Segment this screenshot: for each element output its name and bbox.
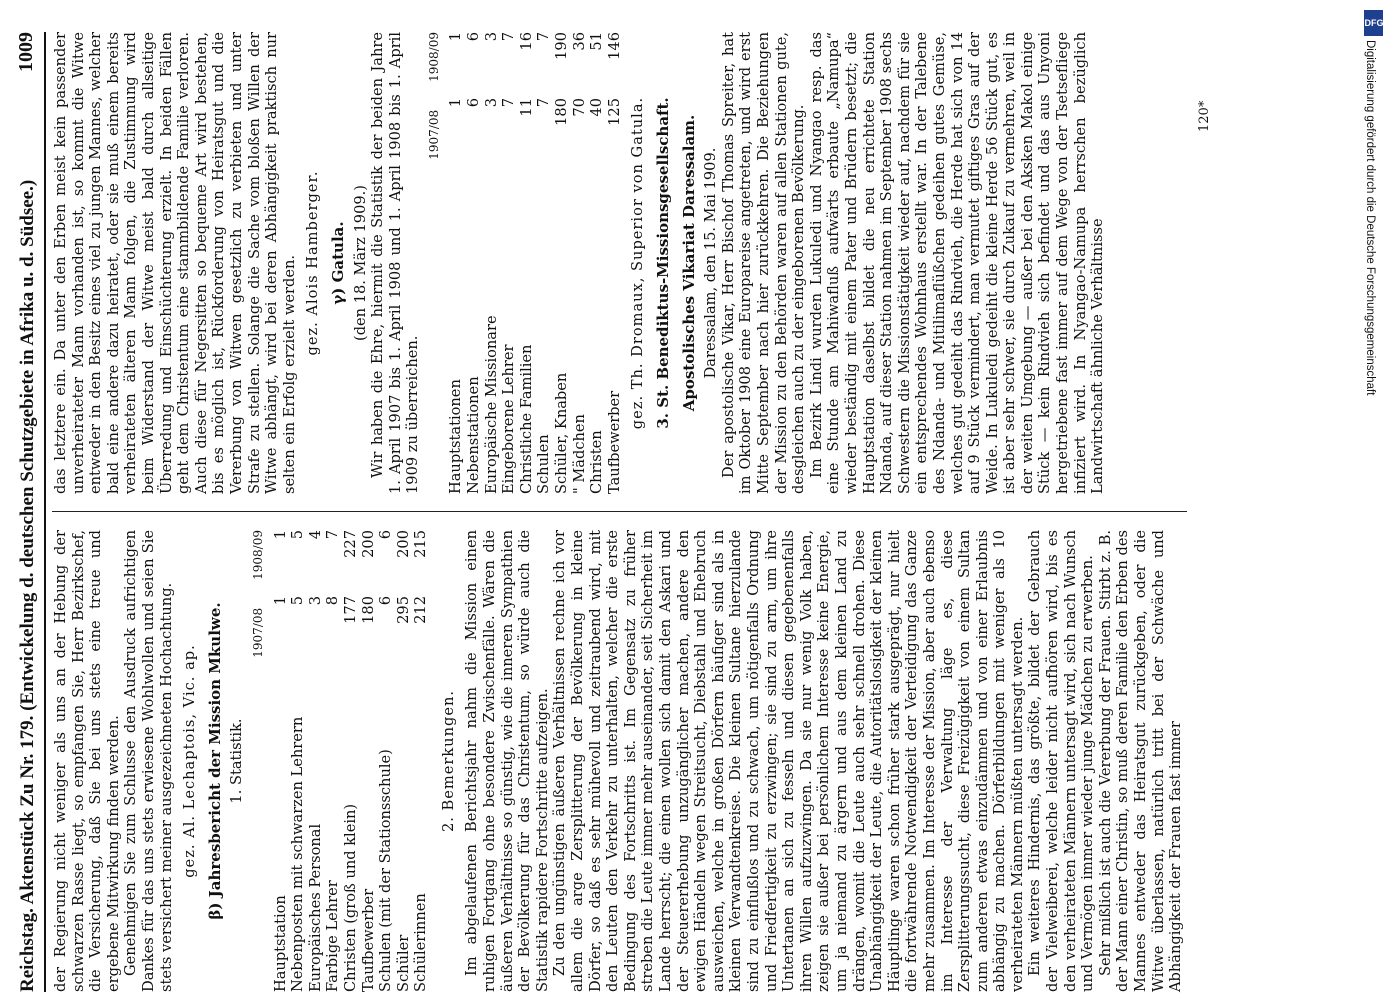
stat-row <box>553 32 571 494</box>
dfg-credit-text: Digitalisierung gefördert durch die Deutsche Forschungsgemeinschaft <box>1364 40 1376 396</box>
stat-row <box>500 32 518 494</box>
stat-value-1907: 11 <box>517 98 535 117</box>
stat-label: Schülerinnen <box>412 893 430 992</box>
document-page <box>15 0 1328 992</box>
stat-value-1907: 6 <box>377 596 395 606</box>
stat-value-1908: 1 <box>271 530 289 540</box>
closing-paragraph: Genehmigen Sie zum Schlusse den Ausdruck aufrichtigen Dankes für das uns stets erwiesene Wohlwollen und seien Sie stets versichert meiner ausgezeichneten Hochachtung. <box>122 530 175 992</box>
dateline: Daressalam, den 15. Mai 1909. <box>702 147 720 379</box>
year-headers <box>250 530 268 992</box>
stat-value-1907: 125 <box>605 98 623 126</box>
stat-value-1907: 5 <box>289 596 307 606</box>
stat-value-1908: 16 <box>517 32 535 51</box>
stat-value-1907: 295 <box>394 596 412 624</box>
stat-label: Christen <box>588 430 606 494</box>
stat-label: Europäische Missionare <box>482 315 500 494</box>
year-col-1: 1907/08 <box>426 109 441 160</box>
right-column <box>52 32 1107 494</box>
stat-label: Europäisches Personal <box>306 823 324 992</box>
running-title: Reichstag. Aktenstück Zu Nr. 179. (Entwickelung d. deutschen Schutzgebiete in Afrika u. d. Südsee.) <box>17 179 38 992</box>
stat-value-1908: 7 <box>535 32 553 42</box>
stat-row <box>465 32 483 494</box>
stat-row <box>272 530 290 992</box>
stat-value-1907: 3 <box>306 596 324 606</box>
remarks-paragraph: Im abgelaufenen Berichtsjahr nahm die Mission einen ruhigen Fortgang ohne besondere Zwischenfälle. Wären die äußeren Verhältnisse so günstig, wie die inneren Sympathien der Bevölkerung für das Christentum, so würde auch die Statistik rapidere Fortschritte aufzeigen. <box>463 530 551 992</box>
stat-label: Hauptstationen <box>447 379 465 494</box>
stat-row <box>535 32 553 494</box>
stat-row <box>395 530 413 992</box>
stat-row <box>324 530 342 992</box>
year-col-2: 1908/09 <box>426 32 441 82</box>
stat-value-1908: 215 <box>412 530 430 558</box>
stat-label: Schulen <box>535 434 553 494</box>
column-divider <box>52 511 1187 512</box>
body-paragraph: Im Bezirk Lindi wurden Lukuledi und Nyangao resp. das eine Stunde am Mahiwafluß aufwärts erbaute „Namupa“ wieder beständig mit einem Pater und Brüdern besetzt; die Hauptstation daselbst bildet die neu errichtete Station Ndanda, auf dieser Station nahmen im September 1908 sechs Schwestern die Missionstätigkeit wieder auf, nachdem für sie ein entsprechendes Wohnhaus erstellt war. In der Talebene des Ndanda- und Mitilimaflüßchen gedeihen gutes Gemüse, welches gut gedeiht das Rindvieh, die Herde hat sich von 14 auf 9 Stück vermindert, man vermutet giftiges Gras auf der Weide. In Lukuledi gedeiht die kleine Herde 56 Stück gut, es ist aber sehr schwer, sie durch Zukauf zu vermehren, weil in der weiten Umgebung — außer bei den Aksken Makol einige Stück — kein Rindvieh sich befindet und das aus Unyoni hergetriebene fast immer auf dem Wege von der Tsetsefliege infiziert wird. In Nyangao-Namupa herrschen bezüglich Landwirtschaft ähnliche Verhältnisse <box>807 32 1107 494</box>
stat-label: " Mädchen <box>570 414 588 494</box>
section-heading-benediktus: 3. St. Benediktus-Missionsgesellschaft. <box>654 97 672 429</box>
stat-label: Christliche Familien <box>517 344 535 494</box>
stat-value-1907: 177 <box>341 596 359 624</box>
stat-label: Schüler <box>394 934 412 992</box>
stat-row <box>588 32 606 494</box>
stat-value-1907: 40 <box>588 98 606 117</box>
subheading-vicariate: Apostolisches Vikariat Daressalam. <box>679 114 698 412</box>
left-column <box>52 530 1185 992</box>
stat-row <box>447 32 465 494</box>
gatula-date: (den 18. März 1909.) <box>351 185 369 341</box>
stat-row <box>606 32 624 494</box>
stats-table-gatula <box>447 32 623 494</box>
stat-label: Farbige Lehrer <box>324 880 342 992</box>
continued-paragraph: das letztere ein. Da unter den Erben meist kein passender unverheirateter Mann vorhanden ist, so kommt die Witwe entweder in den Besitz eines viel zu jungen Mannes, welcher bald eine andere dazu heiratet, oder sie muß einem bereits verheirateten älteren Mann folgen, die Zustimmung wird beim Widerstand der Witwe meist bald durch allseitige Überredung und Einschüchterung erzielt. In beiden Fällen geht dem Christentum eine stammbildende Familie verloren. Auch diese für Negersitten so bequeme Art wird bestehen, bis es möglich ist, Rückforderung von Heiratsgut und die Vererbung von Witwen gesetzlich zu verbieten und unter Strafe zu stellen. Solange die Sache vom bloßen Willen der Witwe abhängt, wird bei deren Abhängigkeit praktisch nur selten ein Erfolg erzielt werden. <box>52 32 298 494</box>
page-header <box>15 32 46 992</box>
section-heading-gatula: γ) Gatula. <box>328 221 347 305</box>
stat-value-1907: 212 <box>412 596 430 624</box>
stat-row <box>412 530 430 992</box>
remarks-paragraph: Zu den ungünstigen äußeren Verhältnissen rechne ich vor allem die arge Zersplitterung der Bevölkerung in kleine Dörfer, so daß es sehr mühevoll und zeitraubend wird, mit den Leuten den Verkehr zu unterhalten, welcher die erste Bedingung des Fortschritts ist. Im Gegensatz zu früher streben die Leute immer mehr auseinander, seit Sicherheit im Lande herrscht; die einen wollen sich damit den Askari und der Steuererhebung unzugänglicher machen, andere den ewigen Händeln wegen Streitsucht, Diebstahl und Ehebruch ausweichen, welche in großen Dörfern häufiger sind als in kleinen Verwandtenkreise. Die kleinen Sultane hierzulande sind zu einflußlos und zu schwach, um nötigenfalls Ordnung und Friedfertigkeit zu erzwingen; sie sind zu arm, um ihre Untertanen an sich zu fesseln und diesen gegebenenfalls ihren Willen aufzuzwingen. Da sie nur wenig Volk haben, zeigen sie außer bei persönlichem Interesse keine Energie, um ja niemand zu ärgern und aus dem kleinen Land zu drängen, womit die Leute auch sehr schnell drohen. Diese Unabhängigkeit der Leute, die Autoritätslosigkeit der kleinen Häuptlinge waren schon früher stark ausgeprägt, nur hielt die fortwährende Notwendigkeit der Verteidigung das Ganze mehr zusammen. Im Interesse der Mission, aber auch ebenso im Interesse der Verwaltung läge es, diese Zersplitterungssucht, diese Freizügigkeit von einem Sultan zum anderen etwas einzudämmen und von einer Erlaubnis abhängig zu machen. Dörferbildungen mit weniger als 10 verheirateten Männern müßten untersagt werden. <box>551 530 1026 992</box>
stat-heading: 1. Statistik. <box>228 718 246 804</box>
stat-value-1908: 5 <box>289 530 307 540</box>
dfg-logo: DFG <box>1364 10 1383 36</box>
stat-value-1907: 7 <box>535 98 553 108</box>
stat-row <box>360 530 378 992</box>
stat-value-1907: 1 <box>271 596 289 606</box>
page-number: 1009 <box>15 32 37 72</box>
stat-value-1908: 227 <box>341 530 359 558</box>
stat-value-1907: 180 <box>359 596 377 624</box>
stat-value-1907: 70 <box>570 98 588 117</box>
section-heading-mkulwe: β) Jahresbericht der Mission Mkulwe. <box>205 602 224 920</box>
stat-row <box>342 530 360 992</box>
stat-row <box>289 530 307 992</box>
year-col-1: 1907/08 <box>250 607 265 658</box>
stat-label: Schüler, Knaben <box>553 372 571 494</box>
stat-value-1907: 180 <box>553 98 571 126</box>
stat-value-1908: 190 <box>553 32 571 60</box>
stat-value-1908: 200 <box>359 530 377 558</box>
stat-value-1907: 6 <box>465 98 483 108</box>
stat-value-1908: 3 <box>482 32 500 42</box>
stat-value-1907: 8 <box>324 596 342 606</box>
stat-label: Nebenposten mit schwarzen Lehrern <box>289 716 307 992</box>
body-paragraph: Der apostolische Vikar, Herr Bischof Thomas Spreiter, hat im Oktober 1908 eine Europareise angetreten, und wird erst Mitte September nach hier zurückkehren. Die Beziehungen der Mission zu den Behörden waren auf allen Stationen gute, desgleichen auch zu der eingeborenen Bevölkerung. <box>719 32 808 494</box>
stat-value-1908: 6 <box>377 530 395 540</box>
stat-value-1907: 3 <box>482 98 500 108</box>
remarks-paragraph: Sehr mißlich ist auch die Vererbung der Frauen. Stirbt z. B. der Mann einer Christin, so muß deren Familie den Erben des Mannes entweder das Heiratsgut zurückgeben, oder die Witwe überlassen, natürlich tritt bei der Schwäche und Abhängigkeit der Frauen fast immer <box>1096 530 1185 992</box>
stat-value-1908: 51 <box>588 32 606 51</box>
signature-lechaptois: gez. Al. Lechaptois, Vic. ap. <box>181 644 199 878</box>
gatula-intro: Wir haben die Ehre, hiermit die Statistik der beiden Jahre 1. April 1907 bis 1. April 1908 und 1. April 1908 bis 1. April 1909 zu überreichen. <box>369 32 422 494</box>
stat-value-1908: 7 <box>500 32 518 42</box>
stat-value-1907: 1 <box>447 98 465 108</box>
stat-value-1908: 7 <box>324 530 342 540</box>
intro-paragraph: der Regierung nicht weniger als uns an der Hebung der schwarzen Rasse liegt, so empfangen Sie, Herr Bezirkschef, die Versicherung, daß Sie bei uns stets eine treue und ergebene Mitwirkung finden werden. <box>52 530 122 992</box>
stats-table-mkulwe <box>272 530 430 992</box>
stat-label: Eingeborene Lehrer <box>500 344 518 494</box>
signature-hamberger: gez. Alois Hamberger. <box>304 170 322 356</box>
stat-row <box>571 32 589 494</box>
year-col-2: 1908/09 <box>250 530 265 580</box>
remarks-heading: 2. Bemerkungen. <box>439 689 457 833</box>
dfg-side-strip <box>1354 0 1383 1000</box>
stat-value-1907: 7 <box>500 98 518 108</box>
stat-label: Hauptstation <box>271 895 289 992</box>
stat-row <box>518 32 536 494</box>
footer-mark: 120* <box>1197 100 1212 132</box>
stat-row <box>307 530 325 992</box>
stat-value-1908: 146 <box>605 32 623 60</box>
stat-value-1908: 36 <box>570 32 588 51</box>
stat-row <box>483 32 501 494</box>
stat-label: Nebenstationen <box>465 376 483 494</box>
stat-label: Taufbewerber <box>359 888 377 992</box>
signature-dromaux: gez. Th. Dromaux, Superior von Gatula. <box>629 96 647 430</box>
stat-value-1908: 6 <box>465 32 483 42</box>
year-headers <box>426 32 444 494</box>
stat-label: Christen (groß und klein) <box>341 803 359 992</box>
remarks-paragraph: Ein weiteres Hindernis, das größte, bildet der Gebrauch der Vielweiberei, welche leider nicht aufhören wird, bis es den verheirateten Männern untersagt wird, sich nach Wunsch und Vermögen immer wieder junge Mädchen zu erwerben. <box>1026 530 1097 992</box>
stat-value-1908: 4 <box>306 530 324 540</box>
stat-label: Taufbewerber <box>605 390 623 494</box>
stat-value-1908: 200 <box>394 530 412 558</box>
stat-row <box>377 530 395 992</box>
stat-value-1908: 1 <box>447 32 465 42</box>
stat-label: Schulen (mit der Stationsschule) <box>377 749 395 992</box>
